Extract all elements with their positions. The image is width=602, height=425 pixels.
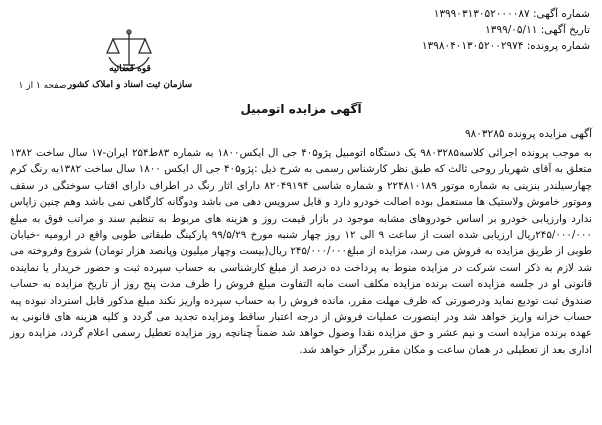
document-title: آگهی مزایده اتومبیل xyxy=(240,102,362,116)
ad-date: تاریخ آگهی: ۱۳۹۹/۰۵/۱۱ xyxy=(485,24,590,36)
page-number: صفحه ۱ از ۱ xyxy=(18,81,67,91)
judiciary-label: قوه قضائیه xyxy=(109,64,151,74)
ad-meta xyxy=(360,6,590,54)
announcement-body: به موجب پرونده اجرائی کلاسه۹۸۰۳۲۸۵ یک دستگاه اتومبیل پژو۴۰۵ جی ال ایکس۱۸۰۰ به شماره ۸۳ط۲۵۴ ایران-۱۷ سال ساخت ۱۳۸۲ متعلق به آقای شهریار روحی ثالث که طبق نظر کارشناس رسمی به شرح ذیل :پژو۴۰۵ جی ال ایکس ۱۸۰۰ سال ساخت ۱۳۸۲به رنگ کرم چهارسیلندر بنزینی به شماره موتور ۲۲۴۸۱۰۱۸۹ و شماره شاسی ۸۲۰۴۹۱۹۴ دارای اثار رنگ در اطراف دارای اقتاب سوختگی در سقف وموتور خاموش ولاستیک ها مستعمل بوده اصالت خودرو دارد و قابل سرویس دهی می باشد ودوگانه کارگاهی نمی باشد وهم چنین زاپاس ندارد وارزیابی خودرو بر اساس خودروهای مشابه موجود در بازار قیمت روز و هزینه های مربوط به تنظیم سند و مراتب فوق به مبلغ ۲۴۵/۰۰۰/۰۰۰ریال ارزیابی شده است از ساعت ۹ الی ۱۲ روز چهار شنبه مورخ ۹۹/۵/۲۹ پارکینگ طبقاتی طوبی واقع در ارومیه -خیابان طوبی از طریق مزایده به فروش می رسد، مزایده از مبلغ۲۴۵/۰۰۰/۰۰۰ ریال(بیست وچهار میلیون وپانصد هزار تومان) شروع وفروخته می شد لازم به ذکر است شرکت در مزایده منوط به پرداخت ده درصد از مبلغ کارشناسی به حساب سپرده ثبت و حضور خریدار یا نماینده قانونی او در جلسه مزایده است برنده مزایده مکلف است مابه التفاوت مبلغ فروش را ظرف مدت پنج روز از تاریخ مزایده به حساب صندوق ثبت تودیع نماید ودرصورتی که ظرف مهلت مقرر، مانده فروش را به حساب سپرده واریز نکند مبلغ مذکور قابل استرداد نبوده پبه حساب خزانه واریز خواهد شد ودر اینصورت عملیات فروش از درجه اعتبار ساقط ومزایده تجدید می گردد و کلیه هزینه های قانونی به عهده برنده مزایده است و نیم عشر و حق مزایده نقدا وصول خواهد شد ضمناً چنانچه روز مزایده تعطیل رسمی اعلام گردد، مزایده روز اداری بعد از تعطیلی در همان ساعت و مکان مقرر برگزار خواهد شد. xyxy=(10,147,593,356)
organization-name: سازمان ثبت اسناد و املاک کشور xyxy=(67,80,193,90)
case-number: شماره پرونده: ۱۳۹۸۰۴۰۱۳۰۵۲۰۰۲۹۷۴ xyxy=(421,40,590,52)
case-line: آگهی مزایده پرونده ۹۸۰۳۲۸۵ xyxy=(465,128,592,140)
ad-number: شماره آگهی: ۱۳۹۹۰۳۱۳۰۵۲۰۰۰۰۸۷ xyxy=(433,8,590,20)
